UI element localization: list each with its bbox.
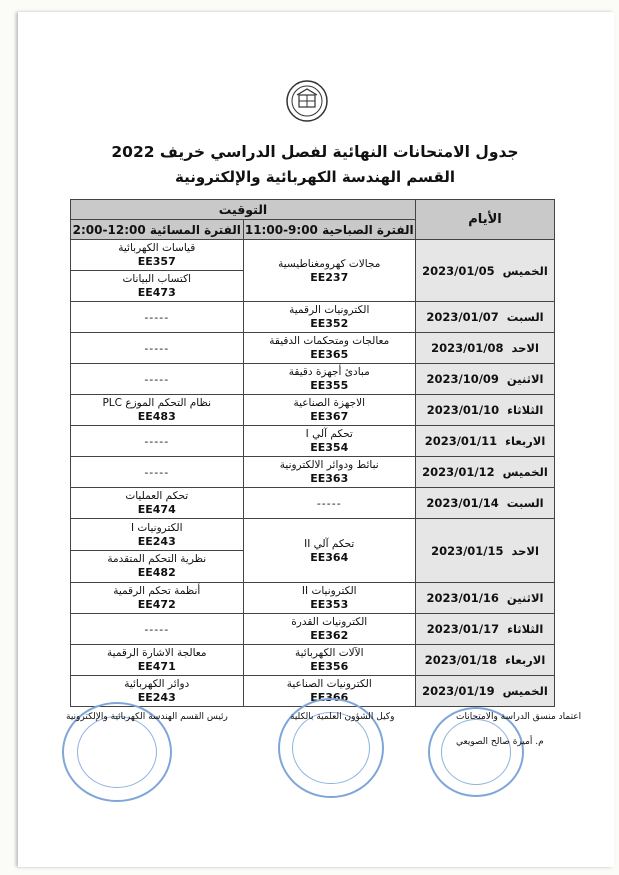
no-exam-dash: ----- bbox=[144, 310, 170, 324]
course-name: تحكم آلي I bbox=[305, 428, 353, 440]
course-entry bbox=[244, 645, 416, 675]
day-name: الخميس bbox=[502, 684, 548, 698]
day-cell bbox=[416, 457, 555, 488]
day-name: الخميس bbox=[502, 465, 548, 479]
exam-date: 2023/01/14 bbox=[426, 496, 499, 510]
day-cell bbox=[416, 240, 555, 302]
schedule-row bbox=[71, 645, 555, 676]
course-entry bbox=[71, 309, 243, 326]
course-entry bbox=[244, 256, 416, 286]
course-entry bbox=[71, 340, 243, 357]
course-name: الكترونيات II bbox=[301, 585, 357, 597]
course-name: اكتساب البيانات bbox=[122, 273, 192, 285]
course-code: EE357 bbox=[137, 255, 176, 268]
course-entry bbox=[71, 240, 243, 270]
course-entry bbox=[71, 371, 243, 388]
course-code: EE365 bbox=[310, 348, 349, 361]
department-title: القسم الهندسة الكهربائية والإلكترونية bbox=[174, 168, 456, 186]
evening-exam-cell bbox=[71, 488, 244, 519]
course-code: EE243 bbox=[137, 535, 176, 548]
morning-exam-cell bbox=[243, 333, 416, 364]
course-code: EE366 bbox=[310, 691, 349, 704]
no-exam-dash: ----- bbox=[144, 465, 170, 479]
course-code: EE363 bbox=[310, 472, 349, 485]
evening-exam-cell bbox=[71, 676, 244, 707]
exam-date: 2023/01/05 bbox=[422, 263, 495, 278]
day-name: السبت bbox=[506, 310, 544, 324]
day-cell bbox=[416, 676, 555, 707]
course-entry bbox=[71, 270, 243, 301]
morning-exam-cell bbox=[243, 302, 416, 333]
evening-exam-cell bbox=[71, 395, 244, 426]
course-entry bbox=[244, 495, 416, 512]
course-entry bbox=[244, 426, 416, 456]
exam-date: 2023/01/11 bbox=[424, 434, 498, 448]
coordinator-name: م. أميرة صالح الصويعي bbox=[456, 737, 544, 747]
day-name: الخميس bbox=[502, 263, 548, 278]
evening-period-header: الفترة المسائية 12:00-2:00 bbox=[71, 220, 244, 240]
course-code: EE352 bbox=[310, 317, 349, 330]
course-code: EE356 bbox=[310, 660, 349, 673]
schedule-row bbox=[71, 583, 555, 614]
day-cell bbox=[416, 488, 555, 519]
no-exam-dash: ----- bbox=[144, 341, 170, 355]
course-entry bbox=[244, 614, 416, 644]
course-code: EE362 bbox=[310, 629, 349, 642]
exam-date: 2023/01/16 bbox=[426, 591, 499, 605]
day-cell bbox=[416, 302, 555, 333]
schedule-row bbox=[71, 426, 555, 457]
morning-exam-cell bbox=[243, 395, 416, 426]
day-cell bbox=[416, 364, 555, 395]
course-name: الاجهزة الصناعية bbox=[293, 397, 366, 409]
day-cell bbox=[416, 645, 555, 676]
day-name: الاربعاء bbox=[505, 434, 546, 448]
course-entry bbox=[244, 333, 416, 363]
morning-exam-cell bbox=[243, 364, 416, 395]
course-name: الكترونيات الصناعية bbox=[286, 678, 372, 690]
day-name: الاحد bbox=[511, 543, 539, 558]
morning-exam-cell bbox=[243, 240, 416, 302]
evening-exam-cell bbox=[71, 614, 244, 645]
day-cell bbox=[416, 333, 555, 364]
course-code: EE473 bbox=[137, 286, 176, 299]
course-entry bbox=[71, 395, 243, 425]
exam-date: 2023/01/07 bbox=[426, 310, 499, 324]
schedule-row bbox=[71, 488, 555, 519]
days-header: الأيام bbox=[416, 200, 555, 240]
course-name: تحكم العمليات bbox=[125, 490, 189, 502]
schedule-row bbox=[71, 395, 555, 426]
course-entry bbox=[71, 645, 243, 675]
course-name: الكترونيات الرقمية bbox=[289, 304, 370, 316]
course-entry bbox=[244, 395, 416, 425]
exam-date: 2023/01/17 bbox=[426, 622, 500, 636]
course-entry bbox=[71, 621, 243, 638]
course-name: معالجات ومتحكمات الدقيقة bbox=[269, 335, 390, 347]
course-code: EE367 bbox=[310, 410, 349, 423]
course-name: الكترونيات القدرة bbox=[291, 616, 368, 628]
course-entry bbox=[71, 433, 243, 450]
exam-schedule-table bbox=[70, 199, 555, 707]
course-entry bbox=[71, 464, 243, 481]
course-code: EE243 bbox=[137, 691, 176, 704]
day-cell bbox=[416, 395, 555, 426]
course-name: دوائر الكهربائية bbox=[124, 678, 190, 690]
course-name: نبائط ودوائر الالكترونية bbox=[279, 459, 379, 471]
course-code: EE474 bbox=[137, 503, 176, 516]
no-exam-dash: ----- bbox=[144, 622, 170, 636]
exam-date: 2023/10/09 bbox=[426, 372, 499, 386]
university-logo-icon bbox=[285, 79, 329, 123]
schedule-row bbox=[71, 302, 555, 333]
course-code: EE237 bbox=[310, 270, 349, 284]
day-cell bbox=[416, 614, 555, 645]
course-name: مجالات كهرومغناطيسية bbox=[278, 257, 381, 270]
no-exam-dash: ----- bbox=[144, 434, 170, 448]
course-entry bbox=[244, 302, 416, 332]
schedule-row bbox=[71, 333, 555, 364]
course-name: قياسات الكهربائية bbox=[118, 242, 196, 254]
course-name: الآلات الكهربائية bbox=[294, 647, 364, 659]
course-code: EE353 bbox=[310, 598, 349, 611]
no-exam-dash: ----- bbox=[144, 372, 170, 386]
morning-exam-cell bbox=[243, 488, 416, 519]
course-code: EE364 bbox=[310, 550, 349, 564]
course-entry bbox=[244, 364, 416, 394]
evening-exam-cell bbox=[71, 240, 244, 302]
day-cell bbox=[416, 426, 555, 457]
evening-exam-cell bbox=[71, 645, 244, 676]
course-entry bbox=[71, 583, 243, 613]
schedule-row bbox=[71, 457, 555, 488]
course-code: EE483 bbox=[137, 410, 176, 423]
course-entry bbox=[71, 550, 243, 581]
day-name: السبت bbox=[506, 496, 544, 510]
coordinator-signature-label: اعتماد منسق الدراسة والامتحانات bbox=[456, 712, 582, 722]
morning-exam-cell bbox=[243, 645, 416, 676]
day-name: الاربعاء bbox=[505, 653, 546, 667]
day-cell bbox=[416, 519, 555, 583]
evening-exam-cell bbox=[71, 364, 244, 395]
morning-period-header: الفترة الصباحية 9:00-11:00 bbox=[243, 220, 416, 240]
exam-date: 2023/01/15 bbox=[431, 543, 504, 558]
day-cell bbox=[416, 583, 555, 614]
course-entry bbox=[71, 488, 243, 518]
course-entry bbox=[244, 583, 416, 613]
course-name: نظرية التحكم المتقدمة bbox=[107, 553, 207, 565]
course-name: الكترونيات I bbox=[130, 522, 183, 534]
exam-date: 2023/01/08 bbox=[431, 341, 504, 355]
evening-exam-cell bbox=[71, 583, 244, 614]
day-name: الثلاثاء bbox=[507, 622, 544, 636]
timing-header: التوقيت bbox=[71, 200, 416, 220]
course-entry bbox=[244, 457, 416, 487]
course-name: مبادئ أجهزة دقيقة bbox=[288, 366, 370, 378]
no-exam-dash: ----- bbox=[316, 496, 342, 510]
course-entry bbox=[71, 676, 243, 706]
schedule-row bbox=[71, 240, 555, 302]
course-name: معالجة الاشارة الرقمية bbox=[107, 647, 207, 659]
course-name: نظام التحكم الموزع PLC bbox=[102, 397, 212, 409]
morning-exam-cell bbox=[243, 583, 416, 614]
course-code: EE472 bbox=[137, 598, 176, 611]
course-entry bbox=[71, 520, 243, 550]
morning-exam-cell bbox=[243, 614, 416, 645]
faculty-vice-dean-signature-label: وكيل الشؤون العلمية بالكلية bbox=[290, 712, 395, 722]
course-code: EE354 bbox=[310, 441, 349, 454]
course-entry bbox=[244, 536, 416, 566]
schedule-row bbox=[71, 614, 555, 645]
course-name: تحكم آلي II bbox=[304, 537, 355, 550]
evening-exam-cell bbox=[71, 333, 244, 364]
day-name: الاثنين bbox=[506, 591, 544, 605]
course-code: EE482 bbox=[137, 566, 176, 579]
schedule-row bbox=[71, 364, 555, 395]
course-name: أنظمة تحكم الرقمية bbox=[113, 585, 201, 597]
course-code: EE355 bbox=[310, 379, 349, 392]
page-title: جدول الامتحانات النهائية لفصل الدراسي خريف 2022 bbox=[111, 143, 519, 161]
evening-exam-cell bbox=[71, 457, 244, 488]
day-name: الثلاثاء bbox=[507, 403, 544, 417]
head-of-department-signature-label: رئيس القسم الهندسة الكهربائية والإلكترونية bbox=[66, 712, 228, 722]
morning-exam-cell bbox=[243, 426, 416, 457]
exam-date: 2023/01/12 bbox=[422, 465, 495, 479]
exam-date: 2023/01/10 bbox=[426, 403, 500, 417]
course-code: EE471 bbox=[137, 660, 176, 673]
morning-exam-cell bbox=[243, 457, 416, 488]
evening-exam-cell bbox=[71, 426, 244, 457]
morning-exam-cell bbox=[243, 519, 416, 583]
schedule-row bbox=[71, 519, 555, 583]
day-name: الاحد bbox=[511, 341, 539, 355]
exam-date: 2023/01/19 bbox=[422, 684, 495, 698]
exam-date: 2023/01/18 bbox=[424, 653, 498, 667]
day-name: الاثنين bbox=[506, 372, 544, 386]
evening-exam-cell bbox=[71, 302, 244, 333]
evening-exam-cell bbox=[71, 519, 244, 583]
